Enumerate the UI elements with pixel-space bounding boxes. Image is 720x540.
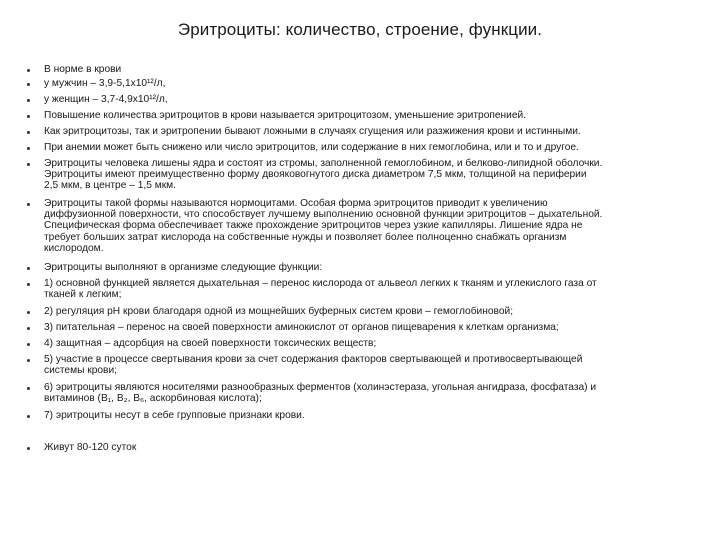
text-line: Живут 80-120 суток [44, 442, 137, 453]
text-line: у женщин – 3,7-4,9х10¹²/л, [44, 94, 168, 105]
text-line: Эритроциты выполняют в организме следующие функции: [44, 262, 323, 273]
text-line: у мужчин – 3,9-5,1х10¹²/л, [44, 78, 166, 89]
text-line: тканей к легким; [44, 289, 122, 301]
text-line: 7) эритроциты несут в себе групповые признаки крови. [44, 410, 305, 421]
list-item-text [44, 278, 694, 300]
text-line: витаминов (B₁, B₂, B₆, аскорбиновая кислота); [44, 393, 262, 405]
text-line: 6) эритроциты являются носителями разнообразных ферментов (холинэстераза, угольная ангидраза, фосфатаза) и [44, 382, 597, 393]
bullet-icon [27, 359, 30, 362]
bullet-icon [27, 387, 30, 390]
bullet-icon [27, 267, 30, 270]
list-item-text [44, 442, 694, 453]
list-item-text [44, 382, 694, 404]
bullet-icon [27, 83, 30, 86]
bullet-icon [27, 99, 30, 102]
list-item-text [44, 322, 694, 333]
bullet-icon [27, 283, 30, 286]
text-line: 5) участие в процессе свертывания крови за счет содержания факторов свертывающей и противосвертывающей [44, 354, 583, 365]
text-line: требует больших затрат кислорода на собственные нужды и позволяет более полноценно снабжать организм [44, 231, 567, 243]
text-line: 1) основной функцией является дыхательная – перенос кислорода от альвеол легких к тканям и углекислого газа от [44, 278, 597, 289]
text-line: 4) защитная – адсорбция на своей поверхности токсических веществ; [44, 338, 377, 349]
text-line: 2) регуляция pH крови благодаря одной из мощнейших буферных систем крови – гемоглобиновой; [44, 306, 514, 317]
text-line: Повышение количества эритроцитов в крови называется эритроцитозом, уменьшение эритропенией. [44, 110, 527, 121]
bullet-icon [27, 147, 30, 150]
list-item-text [44, 142, 694, 153]
list-item-text [44, 64, 694, 75]
bullet-icon [27, 327, 30, 330]
bullet-icon [27, 163, 30, 166]
list-item-text [44, 306, 694, 317]
text-line: диффузионной поверхности, что способствует лучшему выполнению основной функции эритроцитов – дыхательной. [44, 209, 603, 221]
text-line: Эритроциты имеют преимущественно форму двояковогнутого диска диаметром 7,5 мкм, толщиной на периферии [44, 169, 587, 181]
text-line: Специфическая форма обеспечивает также прохождение эритроцитов через узкие капилляры. Лишение ядра не [44, 220, 583, 232]
list-item-text [44, 126, 694, 137]
list-item-text [44, 354, 694, 376]
list-item-text [44, 78, 694, 89]
bullet-icon [27, 311, 30, 314]
text-line: 2,5 мкм, в центре – 1,5 мкм. [44, 180, 176, 192]
text-line: 3) питательная – перенос на своей поверхности аминокислот от органов пищеварения к клеткам организма; [44, 322, 559, 333]
list-item-text [44, 262, 694, 273]
list-item-text [44, 410, 694, 421]
text-line: Эритроциты человека лишены ядра и состоят из стромы, заполненной гемоглобином, и белково-липидной оболочки. [44, 158, 603, 169]
text-line: Как эритроцитозы, так и эритропении бывают ложными в случаях сгущения или разжижения крови и истинными. [44, 126, 581, 137]
list-item-text [44, 94, 694, 105]
list-item-text [44, 198, 694, 254]
bullet-icon [27, 415, 30, 418]
bullet-icon [27, 203, 30, 206]
text-line: В норме в крови [44, 64, 122, 75]
bullet-icon [27, 447, 30, 450]
slide-title: Эритроциты: количество, строение, функции. [177, 20, 543, 39]
list-item-text [44, 110, 694, 121]
bullet-icon [27, 69, 30, 72]
list-item-text [44, 158, 694, 192]
bullet-icon [27, 343, 30, 346]
list-item-text [44, 338, 694, 349]
text-line: Эритроциты такой формы называются нормоцитами. Особая форма эритроцитов приводит к увеличению [44, 198, 548, 209]
text-line: При анемии может быть снижено или число эритроцитов, или содержание в них гемоглобина, или и то и другое. [44, 142, 579, 153]
text-line: системы крови; [44, 365, 117, 377]
bullet-icon [27, 115, 30, 118]
bullet-icon [27, 131, 30, 134]
text-line: кислородом. [44, 242, 104, 254]
